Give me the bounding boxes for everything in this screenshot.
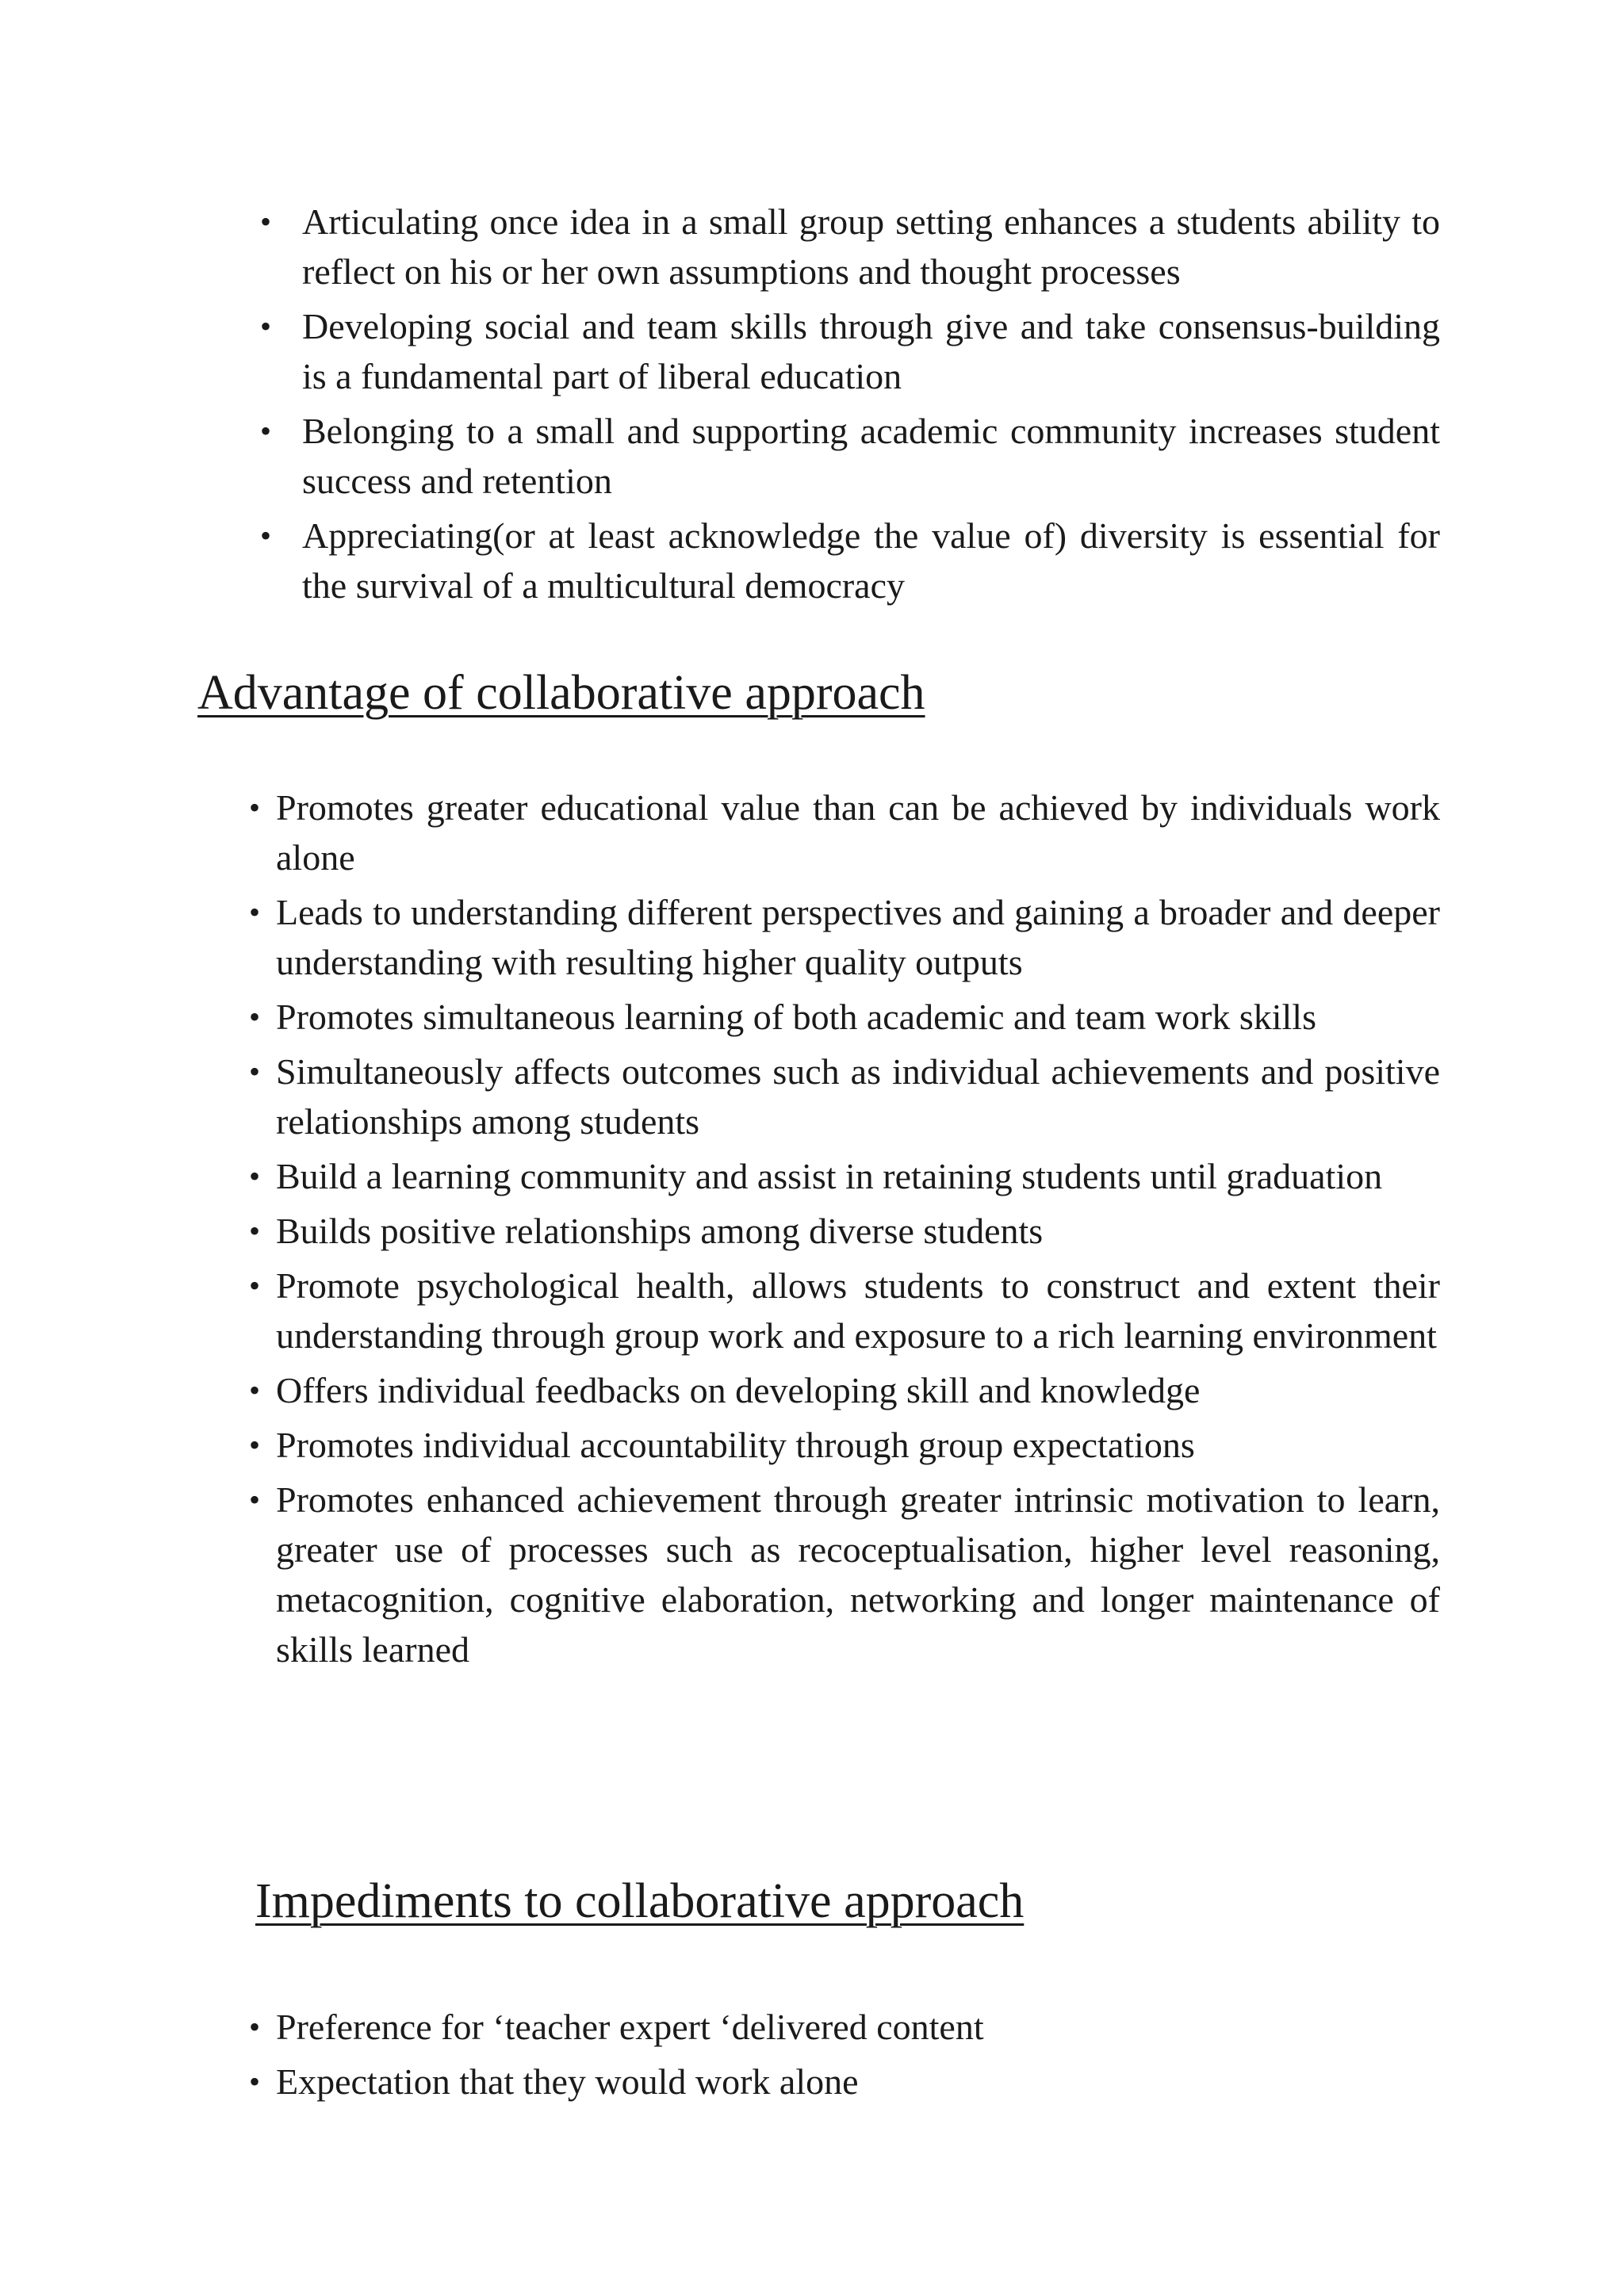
- intro-section: [0, 197, 1624, 615]
- list-item: [249, 1475, 1440, 1674]
- list-item: [249, 1206, 1440, 1256]
- advantages-section: [0, 783, 1624, 1679]
- list-item-text: Developing social and team skills through give and take consensus-building is a fundamental part of liberal education: [302, 306, 1440, 396]
- list-item: [249, 783, 1440, 882]
- impediments-heading: Impediments to collaborative approach: [255, 1874, 1025, 1928]
- bullet-icon: •: [249, 1054, 261, 1089]
- list-item: [249, 1047, 1440, 1146]
- bullet-icon: •: [260, 308, 272, 344]
- list-item-text: Articulating once idea in a small group setting enhances a students ability to reflect on his or her own assumptions and thought processes: [302, 201, 1440, 292]
- list-item-text: Leads to understanding different perspectives and gaining a broader and deeper understanding with resulting higher quality outputs: [276, 892, 1440, 982]
- list-item-text: Promotes simultaneous learning of both academic and team work skills: [276, 997, 1316, 1037]
- list-item: [249, 1420, 1440, 1470]
- advantages-heading: Advantage of collaborative approach: [197, 666, 925, 720]
- list-item: [249, 1151, 1440, 1201]
- impediments-bullet-list: [0, 2002, 1624, 2107]
- list-item-text: Promotes enhanced achievement through greater intrinsic motivation to learn, greater use of processes such as recoceptualisation, higher level reasoning, metacognition, cognitive elaboration, networking and longer maintenance of skills learned: [276, 1479, 1440, 1670]
- list-item: [260, 511, 1440, 610]
- list-item-text: Promotes greater educational value than can be achieved by individuals work alone: [276, 787, 1440, 878]
- list-item: [249, 1365, 1440, 1415]
- advantages-bullet-list: [0, 783, 1624, 1674]
- list-item: [249, 1261, 1440, 1360]
- list-item: [249, 887, 1440, 987]
- list-item: [249, 2057, 1440, 2107]
- list-item-text: Preference for ‘teacher expert ‘delivered content: [276, 2007, 984, 2047]
- bullet-icon: •: [260, 204, 272, 239]
- bullet-icon: •: [249, 1158, 261, 1194]
- list-item: [249, 992, 1440, 1042]
- impediments-section: [0, 2002, 1624, 2111]
- intro-bullet-list: [0, 197, 1624, 610]
- list-item-text: Simultaneously affects outcomes such as individual achievements and positive relationships among students: [276, 1051, 1440, 1142]
- bullet-icon: •: [249, 2009, 261, 2045]
- bullet-icon: •: [249, 790, 261, 825]
- list-item: [249, 2002, 1440, 2052]
- list-item-text: Offers individual feedbacks on developing skill and knowledge: [276, 1370, 1201, 1410]
- list-item-text: Expectation that they would work alone: [276, 2061, 859, 2102]
- bullet-icon: •: [249, 1427, 261, 1463]
- bullet-icon: •: [249, 1482, 261, 1517]
- list-item: [260, 406, 1440, 506]
- list-item-text: Build a learning community and assist in retaining students until graduation: [276, 1156, 1383, 1196]
- list-item-text: Promotes individual accountability through group expectations: [276, 1425, 1195, 1465]
- bullet-icon: •: [249, 1372, 261, 1408]
- list-item-text: Promote psychological health, allows students to construct and extent their understanding through group work and exposure to a rich learning environment: [276, 1265, 1440, 1356]
- list-item-text: Builds positive relationships among diverse students: [276, 1211, 1044, 1251]
- bullet-icon: •: [260, 413, 272, 449]
- bullet-icon: •: [249, 999, 261, 1035]
- list-item: [260, 197, 1440, 297]
- list-item-text: Appreciating(or at least acknowledge the value of) diversity is essential for the survival of a multicultural democracy: [302, 515, 1440, 606]
- bullet-icon: •: [249, 2064, 261, 2099]
- bullet-icon: •: [249, 1268, 261, 1303]
- list-item: [260, 301, 1440, 401]
- list-item-text: Belonging to a small and supporting academic community increases student success and retention: [302, 411, 1440, 501]
- bullet-icon: •: [249, 894, 261, 930]
- bullet-icon: •: [249, 1213, 261, 1249]
- bullet-icon: •: [260, 518, 272, 553]
